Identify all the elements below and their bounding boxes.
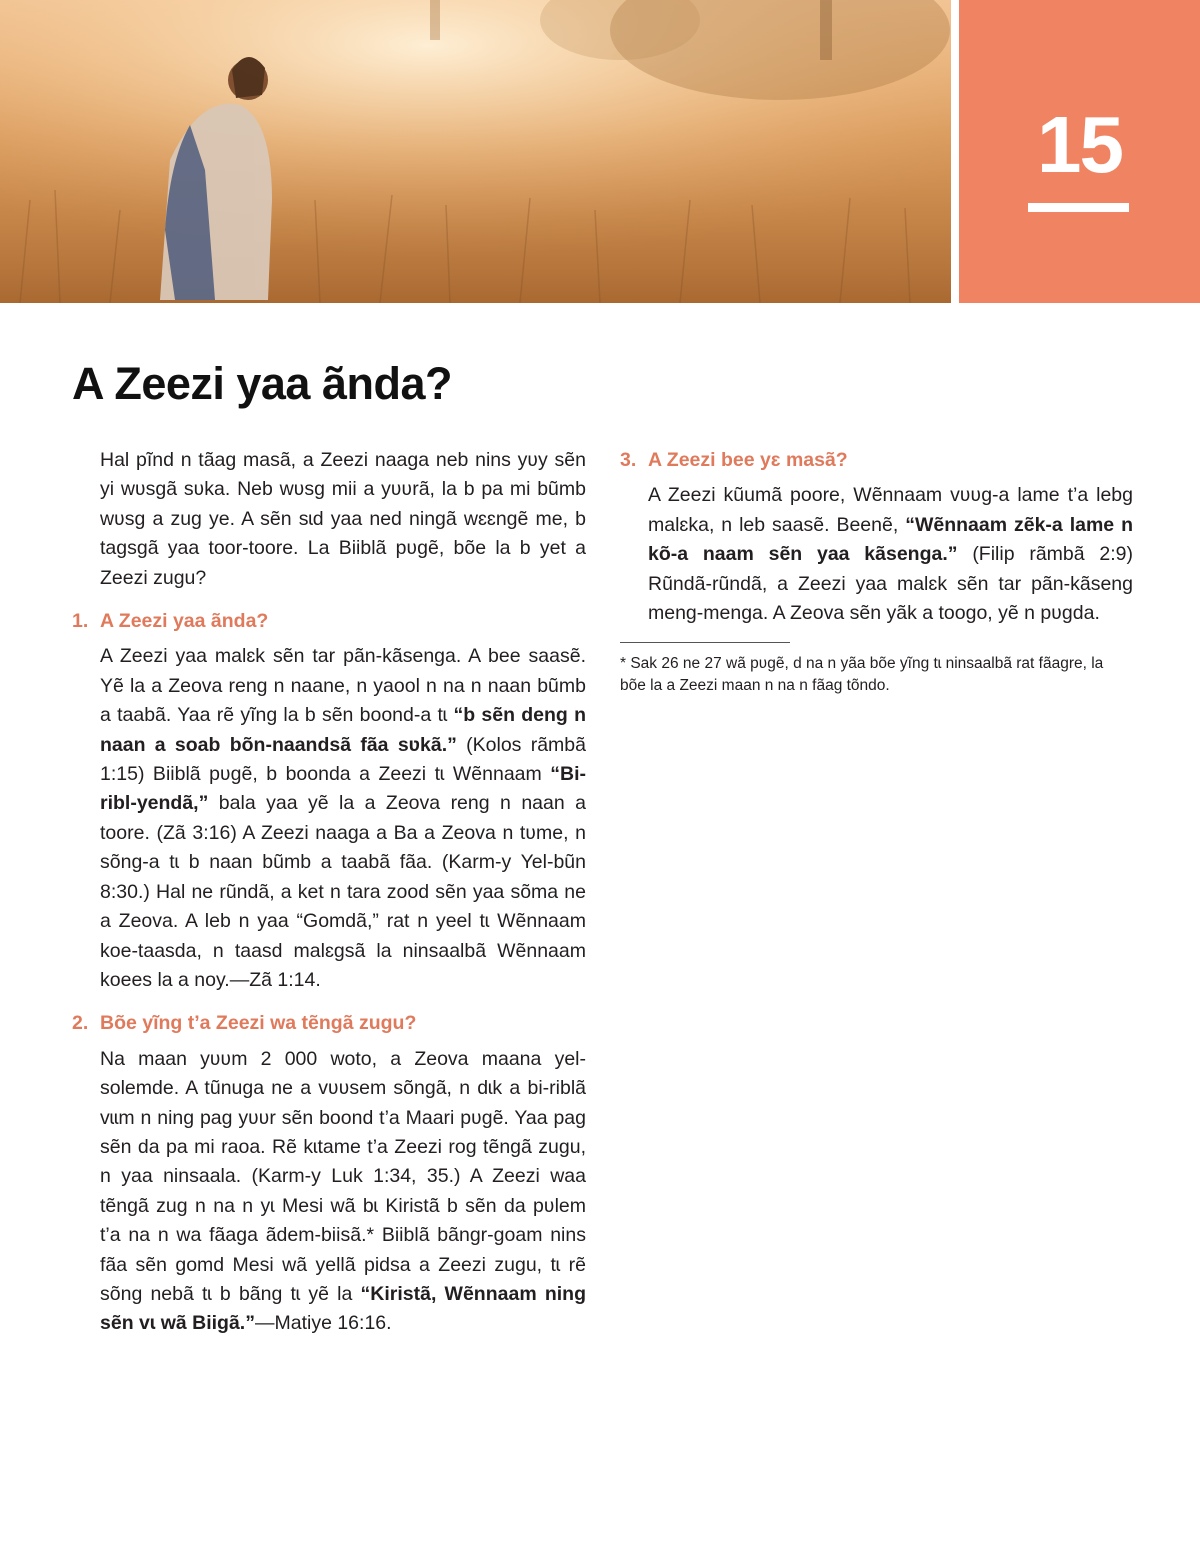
question-3-number: 3. [620,449,637,471]
answer-1-bold-a: “b sẽn deng n naan a soab bõn-naandsã fãa sʋkã.” [100,704,587,756]
question-3-heading [620,446,1133,475]
answer-2-text-b: —Matiye 16:16. [254,1312,392,1335]
answer-1-text-c: bala yaa yẽ la a Zeova reng n naan a toore. (Zã 3:16) A Zeezi naaga a Ba a Zeova n tʋme, n sõng-a tɩ b naan bũmb a taabã fãa. (Karm-y Yel-bũn 8:30.) Hal ne rũndã, a ket n tara zood sẽn yaa sõma ne a Zeova. A leb n yaa “Gomdã,” rat n yeel tɩ Wẽnnaam koe-taasda, n taasd malɛgsã la ninsaalbã Wẽnnaam koees la a noy.—Zã 1:14. [100,792,586,991]
question-2-text: Bõe yĩng t’a Zeezi wa tẽngã zugu? [100,1012,417,1035]
question-2-heading [72,1009,586,1038]
answer-3-text-b: (Filip rãmbã 2:9) Rũndã-rũndã, a Zeezi yaa malɛk sẽn tar pãn-kãseng meng-menga. A Zeova sẽn yãk a toogo, yẽ n pʋgda. [648,543,1134,625]
footnote: * Sak 26 ne 27 wã pʋgẽ, d na n yãa bõe yĩng tɩ ninsaalbã rat fãagre, la bõe la a Zeezi maan n na n fãag tõndo. [620,655,1104,695]
answer-1-paragraph [72,642,586,995]
chapter-underline [1028,203,1129,212]
field-illustration [0,0,951,303]
question-2-number: 2. [72,1012,89,1035]
question-1-text: A Zeezi yaa ãnda? [100,610,269,633]
hero-photo [0,0,951,303]
chapter-box [959,0,1200,303]
answer-3-paragraph [620,481,1133,628]
answer-2-text-a: Na maan yʋʋm 2 000 woto, a Zeova maana yel-solemde. A tũnuga ne a vʋʋsem sõngã, n dɩk a bi-riblã vɩɩm n ning pag yʋʋr sẽn boond t’a Maari pʋgẽ. Yaa pag sẽn da pa mi raoa. Rẽ kɩtame t’a Zeezi rog tẽngã zugu, n yaa ninsaala. (Karm-y Luk 1:34, 35.) A Zeezi waa tẽngã zug n na n yɩ Mesi wã bɩ Kiristã b sẽn da pʋlem t’a na n wa fãaga ãdem-biisã.* Biiblã bãngr-goam nins fãa sẽn gomd Mesi wã yellã pidsa a Zeezi zugu, tɩ rẽ sõng nebã tɩ b bãng tɩ yẽ la [100,1047,586,1305]
answer-1-text-b: (Kolos rãmbã 1:15) Biiblã pʋgẽ, b boonda a Zeezi tɩ Wẽnnaam [100,733,586,786]
answer-2-bold-a: “Kiristã, Wẽnnaam ning sẽn vɩ wã Biigã.” [100,1282,586,1335]
question-1-heading [72,607,586,636]
right-column [620,446,1133,697]
answer-1-text-a: A Zeezi yaa malɛk sẽn tar pãn-kãsenga. A bee saasẽ. Yẽ la a Zeova reng n naane, n yaool n na n naan bũmb a taabã. Yaa rẽ yĩng la b sẽn boond-a tɩ [100,645,586,727]
question-1-number: 1. [72,610,89,633]
intro-paragraph: Hal pĩnd n tãag masã, a Zeezi naaga neb nins yʋy sẽn yi wʋsgã sʋka. Neb wʋsg mii a yʋʋrã, la b pa mi bũmb wʋsg a zug ye. A sẽn sɩd yaa ned ningã wɛɛngẽ me, b tagsgã yaa toor-toore. La Biiblã pʋgẽ, bõe la b yet a Zeezi zugu? [100,449,586,589]
answer-1-bold-b: “Bi-ribl-yendã,” [100,763,586,815]
answer-3-text-a: A Zeezi kũumã poore, Wẽnnaam vʋʋg-a lame t’a lebg malɛka, n leb saasẽ. Beenẽ, [648,484,1133,536]
answer-3-bold-a: “Wẽnnaam zẽk-a lame n kõ-a naam sẽn yaa kãsenga.” [648,513,1133,566]
chapter-number: 15 [1037,100,1122,189]
footnote-divider [620,642,790,643]
answer-2-paragraph [72,1045,586,1339]
left-column [72,446,586,1353]
page-title: A Zeezi yaa ãnda? [72,358,452,409]
question-3-text: A Zeezi bee yɛ masã? [648,449,848,471]
